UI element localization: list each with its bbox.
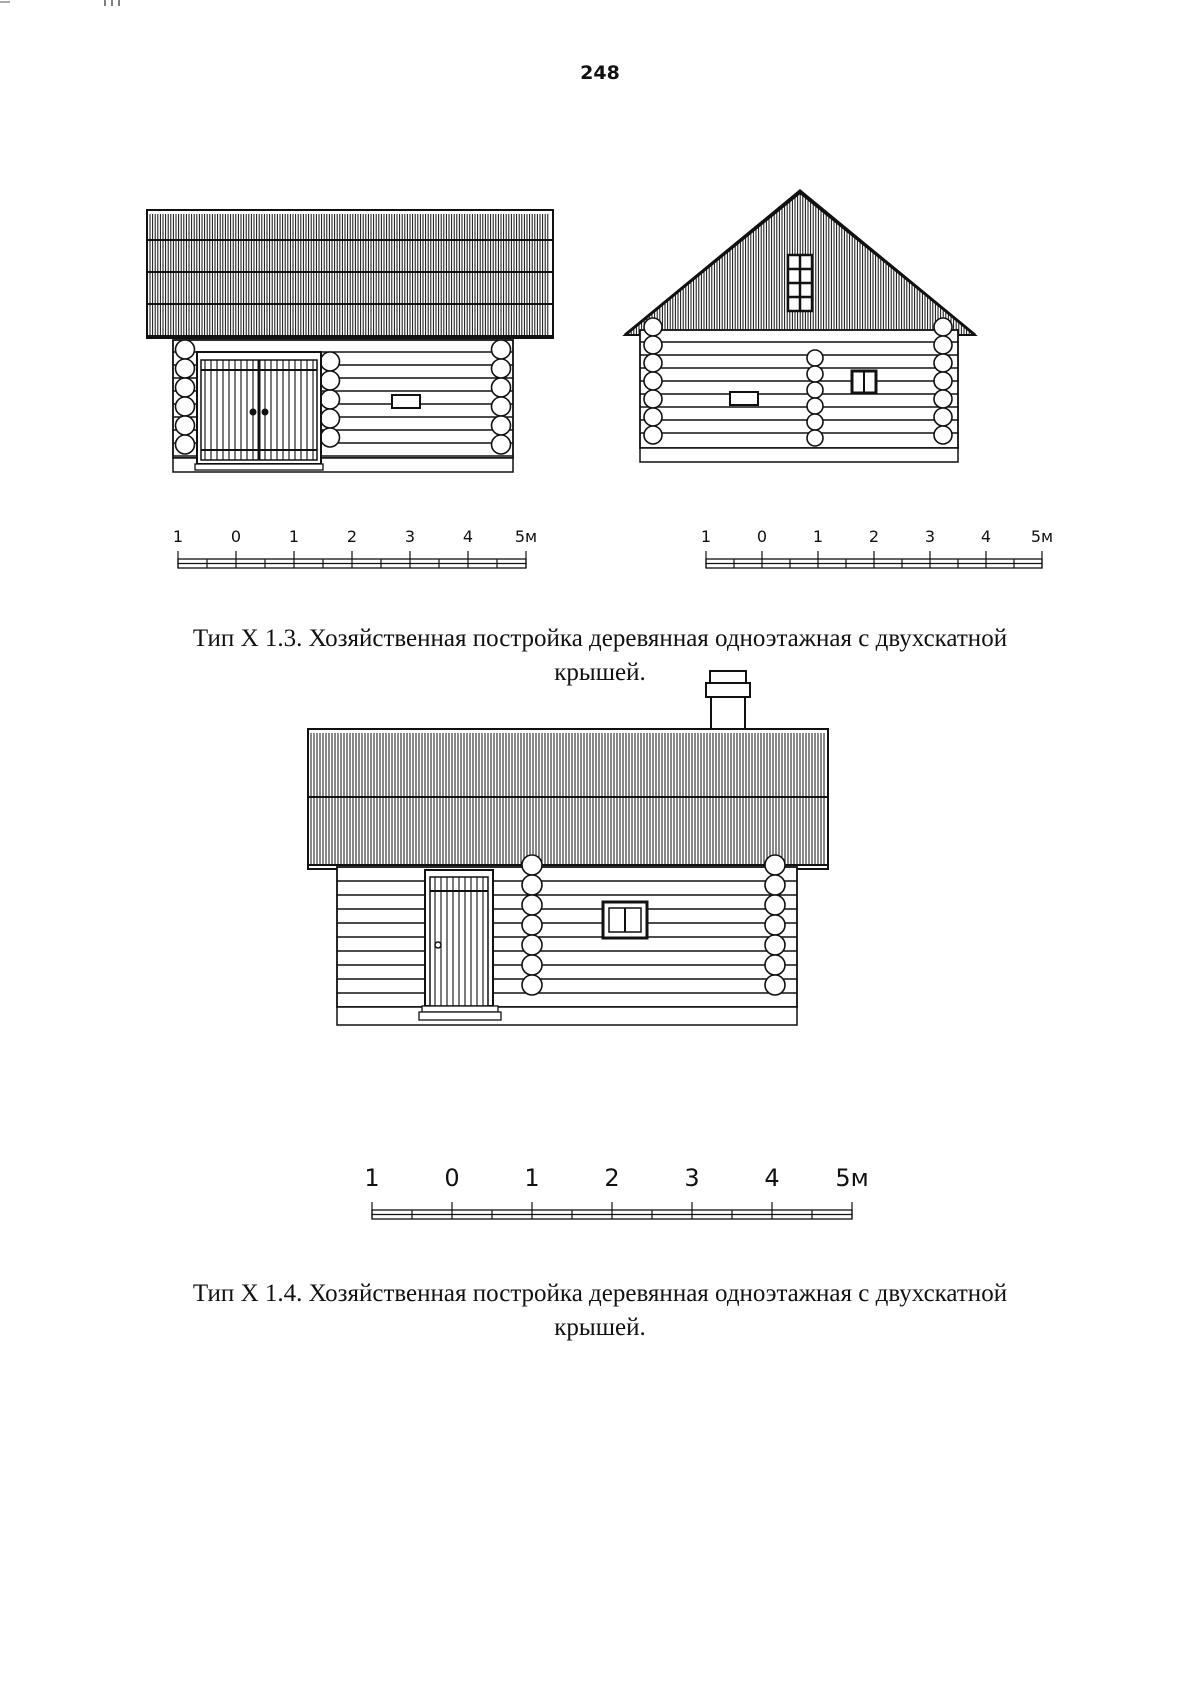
log-end [522, 915, 542, 935]
log-end [807, 366, 823, 382]
log-end [176, 359, 195, 378]
log-end [934, 390, 952, 408]
log-end [765, 975, 785, 995]
log-end [934, 372, 952, 390]
log-end [522, 875, 542, 895]
window [852, 371, 876, 393]
log-end [492, 359, 511, 378]
log-end [492, 435, 511, 454]
log-end [522, 895, 542, 915]
scale-bar-right [690, 520, 1090, 580]
scale-label: 1 [172, 527, 184, 546]
door-handle [262, 409, 269, 416]
log-end [644, 390, 662, 408]
front-elevation [147, 210, 553, 472]
log-end [522, 855, 542, 875]
log-end [644, 426, 662, 444]
scale-label: 1 [812, 527, 824, 546]
log-end [176, 397, 195, 416]
log-end [807, 382, 823, 398]
log-end [807, 350, 823, 366]
log-end [522, 975, 542, 995]
scale-label: 5м [1030, 527, 1054, 546]
log-end [321, 428, 340, 447]
scale-label: 1 [364, 1164, 380, 1192]
log-end [765, 895, 785, 915]
double-door [195, 352, 323, 470]
figure-caption-1 [100, 622, 1100, 690]
log-end [934, 408, 952, 426]
log-end [765, 915, 785, 935]
door-knob [435, 942, 441, 948]
scale-bar-bottom [360, 1150, 920, 1230]
roof [147, 210, 553, 338]
scale-label: 3 [684, 1164, 700, 1192]
log-end [644, 372, 662, 390]
log-wall [337, 855, 797, 1007]
log-end [176, 435, 195, 454]
log-end [934, 336, 952, 354]
log-end [176, 378, 195, 397]
scale-label: 1 [524, 1164, 540, 1192]
scale-bar-left [160, 520, 560, 580]
caption-line: крышей. [554, 659, 646, 686]
scale-label: 0 [230, 527, 242, 546]
log-end [644, 408, 662, 426]
door-handle [250, 409, 257, 416]
log-end [492, 397, 511, 416]
caption-line: крышей. [554, 1314, 646, 1341]
log-end [934, 426, 952, 444]
small-window [392, 395, 420, 408]
log-end [765, 855, 785, 875]
small-window [730, 392, 758, 405]
log-end [644, 354, 662, 372]
log-wall [640, 318, 958, 448]
scale-label: 2 [604, 1164, 620, 1192]
log-end [492, 340, 511, 359]
log-end [176, 340, 195, 359]
long-elevation [308, 671, 828, 1025]
log-end [807, 430, 823, 446]
log-end [765, 935, 785, 955]
log-end [522, 935, 542, 955]
figure-caption-2 [100, 1277, 1100, 1345]
chimney [706, 671, 750, 729]
gable-elevation [625, 191, 975, 462]
scale [173, 527, 537, 568]
log-end [807, 398, 823, 414]
gable-roof [625, 191, 975, 335]
log-end [492, 416, 511, 435]
scale-label: 0 [756, 527, 768, 546]
scan-artifact-marks [0, 0, 200, 10]
door-step [419, 1012, 501, 1020]
log-end [765, 875, 785, 895]
caption-line: Тип X 1.3. Хозяйственная постройка деревянная одноэтажная с двухскатной [192, 625, 1008, 652]
log-end [321, 390, 340, 409]
scale [364, 1164, 868, 1219]
log-end [321, 352, 340, 371]
wall-outline [640, 330, 958, 448]
page-number: 248 [580, 62, 620, 84]
scale-label: 4 [462, 527, 474, 546]
door-step [422, 1006, 498, 1012]
log-end [176, 416, 195, 435]
log-end [807, 414, 823, 430]
caption-line: Тип X 1.4. Хозяйственная постройка деревянная одноэтажная с двухскатной [192, 1280, 1008, 1307]
scale-label: 2 [868, 527, 880, 546]
roof [308, 729, 828, 869]
log-end [934, 354, 952, 372]
log-end [321, 371, 340, 390]
scale-label: 5м [514, 527, 538, 546]
log-end [644, 318, 662, 336]
scale-label: 2 [346, 527, 358, 546]
scale [701, 527, 1053, 568]
scale-label: 1 [700, 527, 712, 546]
building-gable-elevation-drawing [670, 205, 1070, 510]
log-end [492, 378, 511, 397]
building-front-elevation-drawing [145, 210, 555, 510]
door [419, 870, 501, 1020]
log-end [522, 955, 542, 975]
foundation [337, 1007, 797, 1025]
log-end [934, 318, 952, 336]
attic-window [788, 255, 812, 311]
scale-label: 3 [404, 527, 416, 546]
scale-label: 1 [288, 527, 300, 546]
scale-label: 3 [924, 527, 936, 546]
scale-label: 4 [980, 527, 992, 546]
building-long-elevation-drawing [325, 725, 905, 1115]
scale-label: 5м [835, 1164, 869, 1192]
scale-label: 4 [764, 1164, 780, 1192]
log-end [644, 336, 662, 354]
scale-label: 0 [444, 1164, 460, 1192]
window [603, 902, 647, 938]
log-end [321, 409, 340, 428]
log-end [765, 955, 785, 975]
foundation [640, 448, 958, 462]
door-step [195, 464, 323, 470]
